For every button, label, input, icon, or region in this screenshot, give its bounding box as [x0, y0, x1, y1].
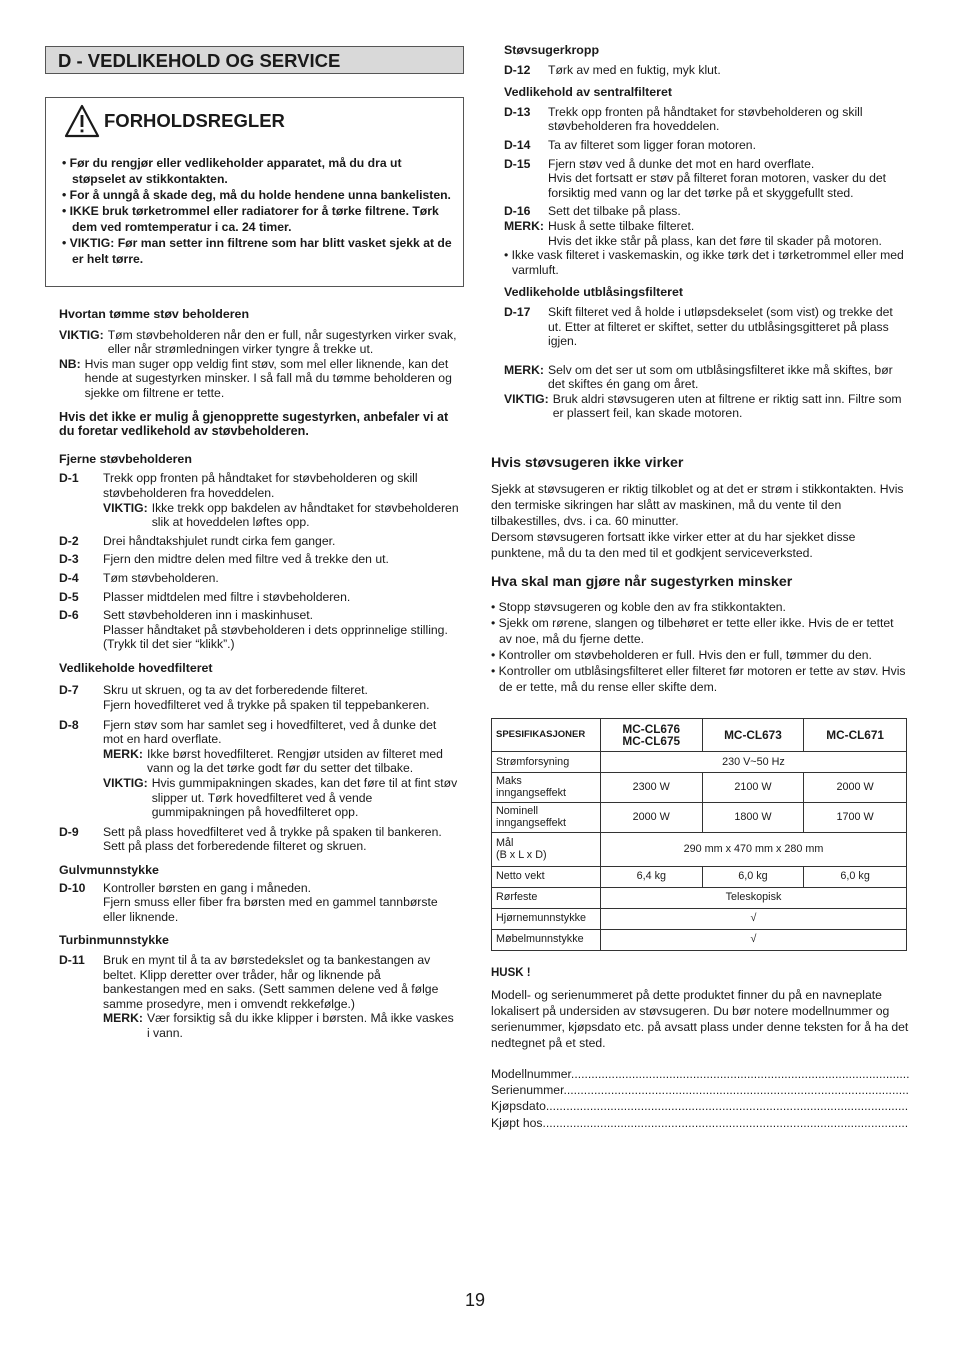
remember-heading: HUSK ! [491, 967, 531, 979]
check-icon: √ [600, 908, 906, 929]
heading-main-filter: Vedlikeholde hovedfilteret [59, 660, 213, 675]
list-item: • Kontroller om utblåsingsfilteret eller filteret før motoren er tette av støv. Hvis de er tette, må du rense eller skifte dem. [491, 664, 906, 695]
step-d8: D-8 Fjern støv som har samlet seg i hovedfilteret, ved å dunke det mot en hard overflate. MERK: Ikke børst hovedfilteret. Rengjør utsiden av filteret med vann og la det tørke godt før du setter det tilbake. VIKTIG: Hvis gummipakningen skades, kan det føre til at fint støv slipper ut. Tørk hovedfilteret ved å vende gummipakningen på hovedfilteret opp. [59, 717, 458, 820]
step-d13: D-13 Trekk opp fronten på håndtaket for støvbeholderen og skill støvbeholderen fra hoveddelen. [504, 104, 863, 134]
table-row: Hjørnemunnstykke √ [492, 908, 907, 929]
table-row: SPESIFIKASJONER MC-CL676 MC-CL675 MC-CL673 MC-CL671 [492, 719, 907, 752]
model-number-field[interactable]: Modellnummer. ..... [491, 1066, 909, 1082]
precautions-box [45, 97, 464, 287]
step-d4: D-4 Tøm støvbeholderen. [59, 570, 219, 585]
table-row: Nominell inngangseffekt 2000 W 1800 W 1700 W [492, 802, 907, 832]
table-row: Rørfeste Teleskopisk [492, 887, 907, 908]
heading-exhaust-filter: Vedlikeholde utblåsingsfilteret [504, 285, 684, 300]
step-d7: D-7 Skru ut skruen, og ta av det forberedende filteret. Fjern hovedfilteret ved å trykke på spaken til teppebankeren. [59, 683, 430, 713]
list-item: • Ikke vask filteret i vaskemaskin, og ikke tørk det i tørketrommel eller med varmluft. [504, 248, 904, 277]
heading-body: Støvsugerkropp [504, 43, 600, 57]
heading-not-working: Hvis støvsugeren ikke virker [491, 455, 684, 471]
purchase-date-field[interactable]: Kjøpsdato. ..... [491, 1098, 909, 1114]
table-row: Maks inngangseffekt 2300 W 2100 W 2000 W [492, 773, 907, 803]
heading-empty-dust: Hvortan tømme støv beholderen [59, 307, 250, 321]
section-title: D - VEDLIKEHOLD OG SERVICE [45, 46, 464, 74]
spec-table [491, 718, 907, 951]
list-item: • VIKTIG: Før man setter inn filtrene som har blitt vasket sjekk at de er helt tørre. [62, 235, 453, 267]
check-icon: √ [600, 929, 906, 950]
list-item: • Før du rengjør eller vedlikeholder apparatet, må du dra ut støpselet av stikkontakten. [62, 155, 453, 187]
precautions-title: FORHOLDSREGLER [104, 109, 285, 131]
nb-label: NB: [59, 356, 81, 371]
viktig-label: VIKTIG: [59, 327, 104, 342]
list-item: • Sjekk om rørene, slangen og tilbehøret er tette eller ikke. Hvis de er tettet av noe, må du fjerne dette. [491, 616, 894, 647]
purchased-at-field[interactable]: Kjøpt hos. ..... [491, 1115, 909, 1131]
table-row: Netto vekt 6,4 kg 6,0 kg 6,0 kg [492, 866, 907, 887]
right-column: Støvsugerkropp D-12 Tørk av med en fuktig, myk klut. Vedlikehold av sentralfilteret D-13 Trekk opp fronten på håndtaket for støvbeholderen og skill støvbeholderen fra hoveddelen. D-14 Ta av filteret som ligger foran motoren. D-15 Fjern støv ved å dunke det mot en hard overflate. Hvis det fortsatt er støv på filteret foran motoren, vasker du det forsiktig med vann og lar det tørke på et skyggefullt sted. D-16 Sett det tilbake på plass. MERK: Husk å sette tilbake filteret. Hvis det ikke står på plass, kan det føre til skader på motoren. • Ikke vask filteret i vaskemaskin, og ikke tørk det i tørketrommel eller med varmluft. Vedlikeholde utblåsingsfilteret D-17 Skift filteret ved å holde i utløpsdekselet (som vist) og trekke det ut. Etter at filteret er skiftet, setter du utblåsingsgitteret på plass igjen. MERK: Selv om det ser ut som om utblåsingsfilteret ikke må skiftes, bør det skiftes én gang om året. VIKTIG: Bruk aldri støvsugeren uten at filtrene er riktig satt inn. Filtre som er plassert feil, kan skade motoren. [504, 43, 904, 421]
heading-central-filter: Vedlikehold av sentralfilteret [504, 85, 673, 100]
list-item: • Stopp støvsugeren og koble den av fra stikkontakten. [491, 600, 786, 615]
serial-number-field[interactable]: Serienummer. ..... [491, 1082, 909, 1098]
step-d1: D-1 Trekk opp fronten på håndtaket for støvbeholderen og skill støvbeholderen fra hoveddelen. VIKTIG: Ikke trekk opp bakdelen av håndtaket for støvbeholderen slik at hoveddelen løftes opp. [59, 471, 459, 530]
heading-floor-nozzle: Gulvmunnstykke [59, 863, 159, 877]
step-d3: D-3 Fjern den midtre delen med filtre ved å trekke den ut. [59, 552, 389, 567]
heading-suction-drop: Hva skal man gjøre når sugestyrken minsker [491, 573, 793, 590]
not-working-text: Sjekk at støvsugeren er riktig tilkoblet og at det er strøm i stikkontakten. Hvis den termiske sikringen har slått av maskinen, må du vente til den tilbakestilles, dvs. i ca. 60 minutter. [491, 481, 904, 528]
step-d11: D-11 Bruk en mynt til å ta av børstedekslet og ta bankestangen av beltet. Klipp deretter over tråder, hår og liknende på bankestangen med en saks. (Sett sammen delene ved å følge samme prosedyre, men i omvendt rekkefølge.) MERK: Vær forsiktig så du ikke klipper i børsten. Må ikke vaskes i vann. [59, 952, 454, 1040]
step-d2: D-2 Drei håndtakshjulet rundt cirka fem ganger. [59, 533, 336, 548]
left-column [59, 307, 459, 1041]
warning-icon [64, 104, 100, 138]
remember-text: Modell- og serienummeret på dette produktet finner du på en navneplate lokalisert på undersiden av støvsugeren. Du bør notere modellnummer og serienummer, kjøpsdato etc. på avsatt plass under denne teksten for å ha det nedtegnet på et sted. [491, 987, 909, 1050]
step-d14: D-14 Ta av filteret som ligger foran motoren. [504, 137, 756, 152]
table-row: Strømforsyning 230 V~50 Hz [492, 752, 907, 773]
table-row: Møbelmunnstykke √ [492, 929, 907, 950]
not-working-text-2: Dersom støvsugeren fortsatt ikke virker etter at du har sjekket disse punktene, må du ta den med til et godkjent serviceverksted. [491, 529, 856, 560]
list-item: • IKKE bruk tørketrommel eller radiatorer for å tørke filtrene. Tørk dem ved romtemperatur i ca. 24 timer. [62, 203, 453, 235]
nb-text: Hvis man suger opp veldig fint støv, som mel eller liknende, kan det hende at sugestyrken minsker. I så fall må du tømme beholderen og sjekke om filtrene er tette. [84, 356, 452, 400]
list-item: • For å unngå å skade deg, må du holde hendene unna bankelisten. [62, 187, 453, 203]
bold-note: Hvis det ikke er mulig å gjenopprette sugestyrken, anbefaler vi at du foretar vedlikehold av støvbeholderen. [59, 409, 449, 439]
troubleshooting [491, 456, 909, 695]
page-number: 19 [465, 1290, 486, 1310]
viktig-text: Tøm støvbeholderen når den er full, når sugestyrken virker svak, eller når strømledningen virker tyngre å trekke ut. [107, 327, 457, 357]
list-item: • Kontroller om støvbeholderen er full. Hvis den er full, tømmer du den. [491, 648, 872, 663]
step-d16: D-16 Sett det tilbake på plass. [504, 204, 681, 219]
step-d17: D-17 Skift filteret ved å holde i utløpsdekselet (som vist) og trekke det ut. Etter at filteret er skiftet, setter du utblåsingsgitteret på plass igjen. [504, 304, 893, 349]
step-d6: D-6 Sett støvbeholderen inn i maskinhuset. Plasser håndtaket på støvbeholderen i dets opprinnelige stilling. (Trykk til det sier “klikk”.) [59, 608, 448, 652]
step-d10: D-10 Kontroller børsten en gang i måneden. Fjern smuss eller fiber fra børsten med en gammel tannbørste eller liknende. [59, 880, 438, 924]
step-d12: D-12 Tørk av med en fuktig, myk klut. [504, 62, 721, 77]
step-d5: D-5 Plasser midtdelen med filtre i støvbeholderen. [59, 589, 351, 604]
heading-remove-dust: Fjerne støvbeholderen [59, 451, 192, 466]
table-row: Mål (B x L x D) 290 mm x 470 mm x 280 mm [492, 832, 907, 866]
heading-turbo-nozzle: Turbinmunnstykke [59, 933, 169, 948]
precautions-list [62, 155, 453, 267]
step-d9: D-9 Sett på plass hovedfilteret ved å trykke på spaken til bankeren. Sett på plass det forberedende filteret og skruen. [59, 824, 442, 854]
step-d15: D-15 Fjern støv ved å dunke det mot en hard overflate. Hvis det fortsatt er støv på filteret foran motoren, vasker du det forsiktig med vann og lar det tørke på et skyggefullt sted. [504, 156, 887, 200]
remember-section [491, 966, 909, 1131]
